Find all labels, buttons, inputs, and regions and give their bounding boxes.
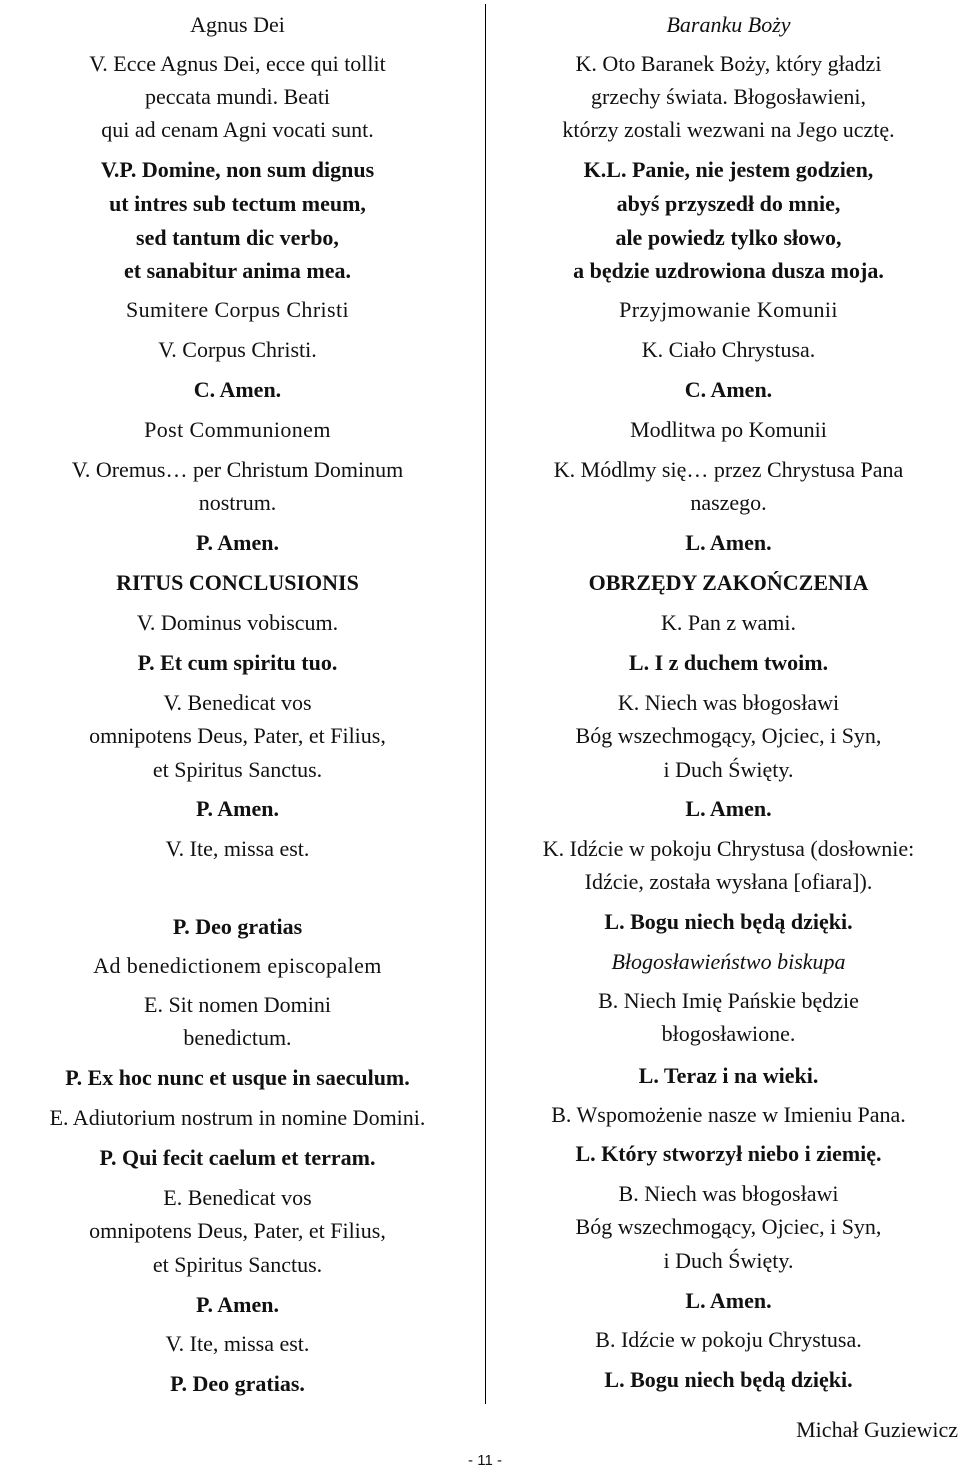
polish-response: K.L. Panie, nie jestem godzien, [583,157,874,182]
polish-line: K. Pan z wami. [660,610,797,635]
polish-line: K. Idźcie w pokoju Chrystusa (dosłownie: [542,836,915,861]
latin-response: sed tantum dic verbo, [136,225,339,250]
polish-response: L. Bogu niech będą dzięki. [604,909,853,934]
heading-ritus-conclusionis: RITUS CONCLUSIONIS [116,570,359,595]
latin-response: P. Et cum spiritu tuo. [137,650,338,675]
polish-line: błogosławione. [661,1021,796,1046]
latin-line: E. Benedicat vos [163,1185,312,1210]
heading-agnus-dei: Agnus Dei [190,12,285,37]
polish-line: Idźcie, została wysłana [ofiara]). [584,869,873,894]
polish-line: B. Wspomożenie nasze w Imieniu Pana. [551,1102,906,1127]
polish-line: naszego. [690,490,767,515]
latin-line: V. Dominus vobiscum. [136,610,339,635]
polish-response: L. Teraz i na wieki. [638,1063,819,1088]
latin-response: ut intres sub tectum meum, [109,191,366,216]
heading-sumitere: Sumitere Corpus Christi [125,297,350,322]
latin-line: V. Ecce Agnus Dei, ecce qui tollit [89,51,386,76]
polish-line: Bóg wszechmogący, Ojciec, i Syn, [575,723,882,748]
polish-response: ale powiedz tylko słowo, [615,225,842,250]
polish-line: K. Ciało Chrystusa. [641,337,816,362]
heading-ad-benedictionem: Ad benedictionem episcopalem [93,953,382,978]
latin-line: V. Benedicat vos [163,690,312,715]
latin-line: qui ad cenam Agni vocati sunt. [101,117,374,142]
latin-line: omnipotens Deus, Pater, et Filius, [89,1218,386,1243]
latin-response: P. Amen. [196,1292,279,1317]
latin-response: et sanabitur anima mea. [124,258,351,283]
latin-line: omnipotens Deus, Pater, et Filius, [89,723,386,748]
polish-response: L. I z duchem twoim. [628,650,829,675]
polish-response: L. Amen. [685,796,772,821]
latin-line: E. Sit nomen Domini [144,992,331,1017]
polish-line: którzy zostali wezwani na Jego ucztę. [562,117,895,142]
polish-response: a będzie uzdrowiona dusza moja. [573,258,884,283]
latin-line: E. Adiutorium nostrum in nomine Domini. [49,1105,426,1130]
latin-response: P. Deo gratias [172,914,303,939]
latin-response: P. Amen. [196,796,279,821]
polish-response: abyś przyszedł do mnie, [616,191,841,216]
heading-modlitwa: Modlitwa po Komunii [630,417,827,442]
latin-line: benedictum. [183,1025,292,1050]
heading-obrzedy-zakonczenia: OBRZĘDY ZAKOŃCZENIA [588,570,869,595]
author-signature: Michał Guziewicz [796,1417,958,1442]
latin-response: C. Amen. [193,377,282,402]
latin-line: peccata mundi. Beati [144,84,331,109]
latin-line: V. Corpus Christi. [158,337,317,362]
heading-blogoslawienstwo: Błogosławieństwo biskupa [611,949,846,974]
polish-line: B. Niech was błogosławi [618,1181,839,1206]
heading-baranku-bozy: Baranku Boży [666,12,791,37]
latin-response: P. Qui fecit caelum et terram. [99,1145,376,1170]
latin-line: V. Ite, missa est. [165,836,310,861]
polish-line: K. Módlmy się… przez Chrystusa Pana [553,457,904,482]
polish-response: L. Amen. [685,530,772,555]
polish-response: L. Który stworzył niebo i ziemię. [575,1141,882,1166]
polish-line: B. Niech Imię Pańskie będzie [598,988,859,1013]
polish-response: C. Amen. [684,377,773,402]
polish-column [497,0,960,1400]
page-number: - 11 - [468,1452,502,1469]
polish-response: L. Bogu niech będą dzięki. [604,1367,853,1392]
polish-line: i Duch Święty. [663,757,794,782]
latin-response: V.P. Domine, non sum dignus [100,157,375,182]
latin-line: et Spiritus Sanctus. [152,757,323,782]
polish-response: L. Amen. [685,1288,772,1313]
latin-line: et Spiritus Sanctus. [152,1252,323,1277]
latin-response: P. Deo gratias. [170,1371,305,1396]
latin-line: V. Oremus… per Christum Dominum [71,457,404,482]
heading-post-communionem: Post Communionem [144,417,331,442]
latin-column [0,0,475,1400]
polish-line: Bóg wszechmogący, Ojciec, i Syn, [575,1214,882,1239]
column-divider [485,4,486,1404]
polish-line: K. Oto Baranek Boży, który gładzi [575,51,882,76]
latin-response: P. Ex hoc nunc et usque in saeculum. [65,1065,410,1090]
latin-line: nostrum. [198,490,277,515]
polish-line: grzechy świata. Błogosławieni, [591,84,866,109]
latin-line: V. Ite, missa est. [165,1331,310,1356]
polish-line: K. Niech was błogosławi [617,690,840,715]
latin-response: P. Amen. [196,530,279,555]
polish-line: B. Idźcie w pokoju Chrystusa. [595,1327,862,1352]
polish-line: i Duch Święty. [663,1248,794,1273]
heading-przyjmowanie: Przyjmowanie Komunii [619,297,838,322]
